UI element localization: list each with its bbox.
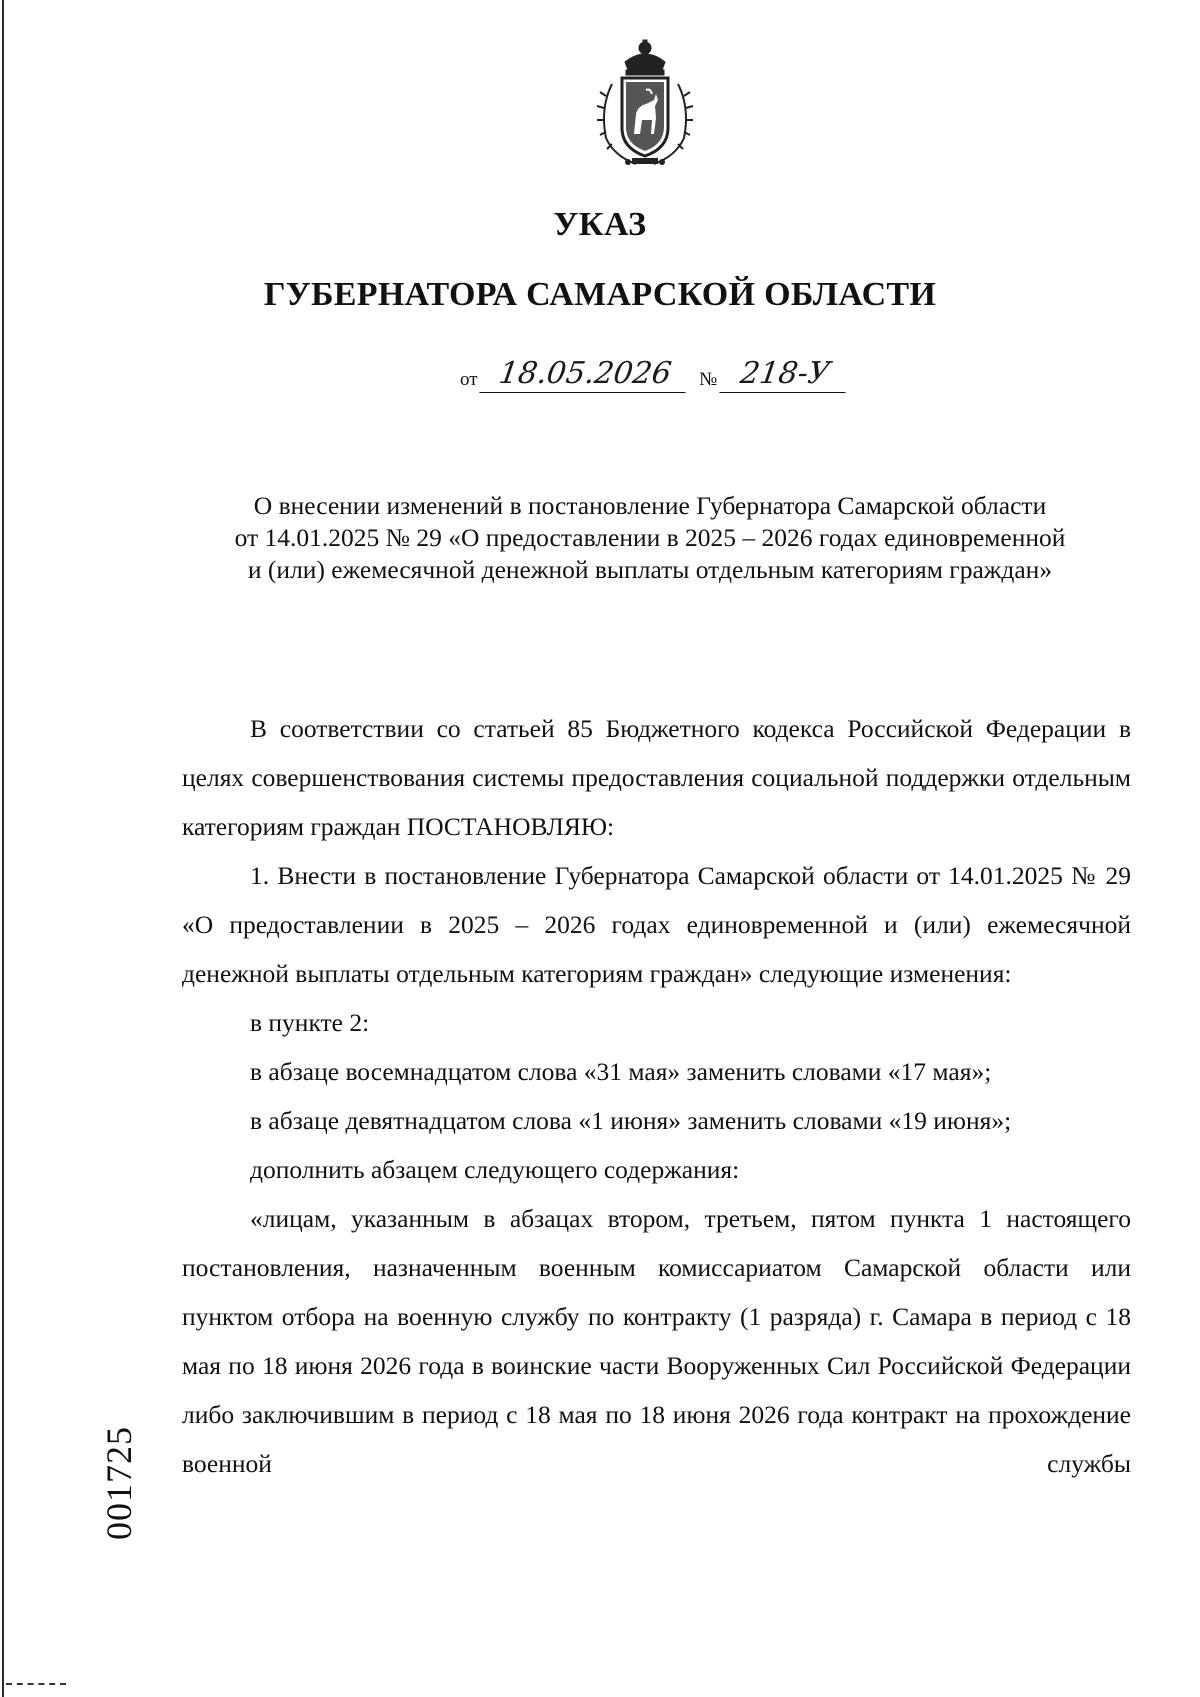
subject-line: О внесении изменений в постановление Губернатора Самарской области xyxy=(253,491,1047,520)
coat-of-arms-icon xyxy=(592,38,698,170)
number-label: № xyxy=(699,369,718,390)
page-edge-line xyxy=(2,0,4,1697)
document-title: УКАЗ xyxy=(553,206,647,243)
paragraph-add-clause: дополнить абзацем следующего содержания: xyxy=(250,1155,740,1184)
paragraph-change-18: в абзаце восемнадцатом слова «31 мая» заменить словами «17 мая»; xyxy=(250,1057,992,1086)
document-issuer: ГУБЕРНАТОРА САМАРСКОЙ ОБЛАСТИ xyxy=(263,276,937,313)
paragraph-new-clause: «лицам, указанным в абзацах втором, третьем, пятом пункта 1 настоящего постановления, назначенным военным комиссариатом Самарской области или пунктом отбора на военную службу по контракту (1 разряда) г. Самара в период с 18 мая по 18 июня 2026 года в воинские части Вооруженных Сил Российской Федерации либо заключившим в период с 18 мая по 18 июня 2026 года контракт на прохождение военной службы xyxy=(182,1204,1131,1478)
paragraph-item-1: 1. Внести в постановление Губернатора Самарской области от 14.01.2025 № 29 «О предоставлении в 2025 – 2026 годах единовременной и (или) ежемесячной денежной выплаты отдельным категориям граждан» следующие изменения: xyxy=(182,861,1131,988)
serial-number: 001725 xyxy=(99,1426,139,1540)
paragraph-point-2: в пункте 2: xyxy=(250,1008,370,1037)
date-label: от xyxy=(460,369,478,390)
subject-line: и (или) ежемесячной денежной выплаты отдельным категориям граждан» xyxy=(247,555,1053,584)
number-handwritten: 218-У xyxy=(719,356,850,393)
paragraph-preamble: В соответствии со статьей 85 Бюджетного кодекса Российской Федерации в целях совершенствования системы предоставления социальной поддержки отдельным категориям граждан ПОСТАНОВЛЯЮ: xyxy=(182,714,1131,841)
date-handwritten: 18.05.2026 xyxy=(480,356,691,393)
date-number-line xyxy=(460,356,848,400)
document-subject xyxy=(180,490,1120,586)
corner-mark xyxy=(6,1683,66,1687)
subject-line: от 14.01.2025 № 29 «О предоставлении в 2025 – 2026 годах единовременной xyxy=(234,523,1066,552)
document-body xyxy=(182,704,1131,1488)
paragraph-change-19: в абзаце девятнадцатом слова «1 июня» заменить словами «19 июня»; xyxy=(250,1106,1012,1135)
